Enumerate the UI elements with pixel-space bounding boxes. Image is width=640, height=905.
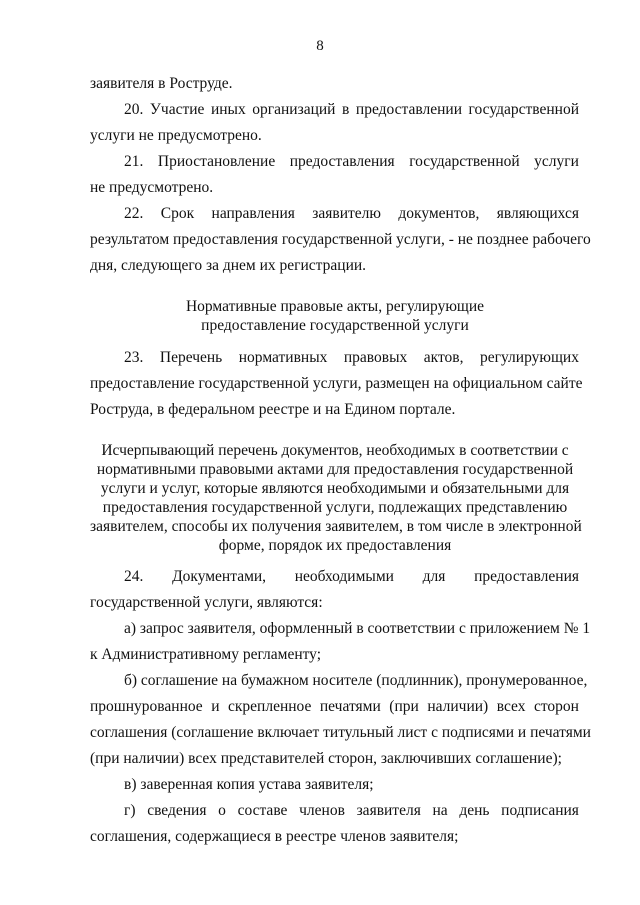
word: заявителю [312,205,381,222]
word: государственной [409,153,520,170]
paragraph-23-first-line [124,349,579,367]
word: предоставления [474,568,579,585]
word: сведения [147,802,207,819]
word: Срок [160,205,195,222]
text-line: Роструда, в федеральном реестре и на Едином портале. [90,401,456,418]
word: г) [124,802,136,819]
word: необходимыми [294,568,394,585]
word: направления [211,205,295,222]
word: всех [496,698,526,715]
word: актов, [423,349,464,366]
text-line: результатом предоставления государственной услуги, - не позднее рабочего [90,231,591,248]
word: государственной [468,101,579,118]
word: и [211,698,220,715]
word: 21. [124,153,144,170]
section-heading-line: нормативными правовыми актами для предоставления государственной [96,461,574,478]
word: предоставлении [355,101,462,118]
word: 22. [124,205,144,222]
word: Приостановление [157,153,276,170]
paragraph-20-first-line [124,101,579,119]
text-line: заявителя в Роструде. [90,75,233,92]
word: наличии) [427,698,489,715]
page-number: 8 [316,38,324,54]
word: иных [210,101,246,118]
text-line: дня, следующего за днем их регистрации. [90,257,367,274]
section-heading-line: Нормативные правовые акты, регулирующие [185,298,485,315]
word: для [422,568,446,585]
text-line: государственной услуги, являются: [90,594,323,611]
word: правовых [343,349,408,366]
text-line: соглашения, содержащиеся в реестре членов заявителя; [90,828,459,845]
word: (при [389,698,419,715]
word: прошнурованное [90,698,203,715]
list-item-g-line [124,802,579,820]
section-heading-line: услуги и услуг, которые являются необходимыми и обязательными для [100,480,570,497]
word: Перечень [159,349,223,366]
paragraph-21-first-line [124,153,579,171]
text-line: не предусмотрено. [90,179,214,196]
word: Документами, [172,568,267,585]
list-item-a-line: а) запрос заявителя, оформленный в соответствии с приложением № 1 [124,620,591,637]
justified-line [90,698,579,716]
text-line: услуги не предусмотрено. [90,127,262,144]
word: нормативных [238,349,328,366]
text-line: (при наличии) всех представителей сторон, заключивших соглашение); [90,750,562,767]
word: заявителя [356,802,421,819]
word: о [218,802,226,819]
word: документов, [398,205,480,222]
word: членов [299,802,345,819]
word: являющихся [496,205,579,222]
word: предоставления [289,153,395,170]
word: организаций [252,101,336,118]
word: печатями [319,698,381,715]
section-heading-line: Исчерпывающий перечень документов, необходимых в соответствии с [101,442,569,459]
word: 20. [124,101,144,118]
word: подписания [501,802,579,819]
word: сторон [533,698,579,715]
list-item-v-line: в) заверенная копия устава заявителя; [124,776,374,793]
word: регулирующих [480,349,579,366]
section-heading-line: предоставление государственной услуги [201,317,469,334]
word: день [459,802,490,819]
section-heading-line: заявителем, способы их получения заявителем, в том числе в электронной [90,518,582,535]
list-item-b-line: б) соглашение на бумажном носителе (подлинник), пронумерованное, [124,672,588,689]
word: в [342,101,350,118]
section-heading-line: форме, порядок их предоставления [218,537,452,554]
word: услуги [534,153,579,170]
word: скрепленное [228,698,312,715]
text-line: предоставление государственной услуги, размещен на официальном сайте [90,375,583,392]
word: на [432,802,448,819]
word: составе [237,802,288,819]
word: 24. [124,568,144,585]
section-heading-line: предоставления государственной услуги, подлежащих представлению [102,499,568,516]
text-line: к Административному регламенту; [90,646,322,663]
text-line: соглашения (соглашение включает титульный лист с подписями и печатями [90,724,591,741]
word: Участие [149,101,205,118]
word: 23. [124,349,144,366]
paragraph-22-first-line [124,205,579,223]
paragraph-24-first-line [124,568,579,586]
